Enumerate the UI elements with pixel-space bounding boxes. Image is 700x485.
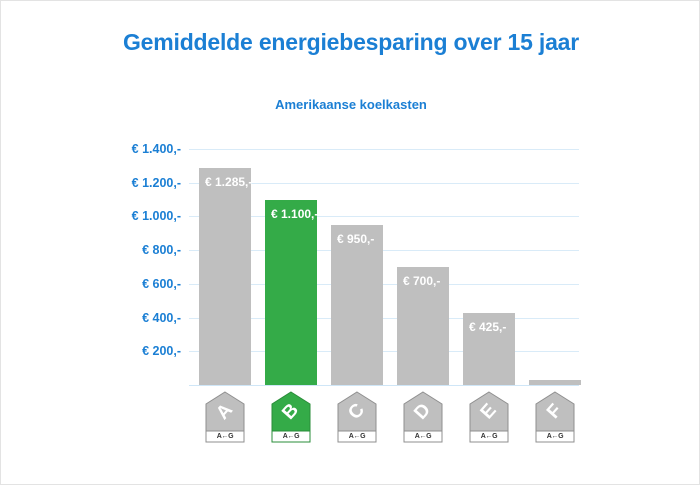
energy-label-shape-icon (403, 391, 443, 443)
energy-label-scale: A←G (414, 433, 432, 440)
y-tick-label: € 1.200,- (131, 175, 181, 190)
chart-title: Gemiddelde energiebesparing over 15 jaar (122, 29, 580, 55)
energy-label-f (535, 391, 575, 443)
bar-value-label: € 950,- (337, 231, 375, 246)
energy-label-scale: A←G (348, 433, 366, 440)
energy-label-letter: C (344, 399, 370, 424)
plot-area (189, 149, 579, 385)
energy-label-letter: D (410, 399, 436, 424)
bar-c (331, 225, 383, 385)
y-axis-tick-labels (109, 142, 181, 385)
bar-b (265, 200, 317, 386)
energy-label-d (403, 391, 443, 443)
bar-value-label: € 1.100,- (271, 206, 319, 221)
energy-label-e (469, 391, 509, 443)
energy-label-letter: A (212, 399, 238, 424)
energy-label-b (271, 391, 311, 443)
energy-label-c (337, 391, 377, 443)
y-tick-label: € 400,- (142, 310, 181, 325)
energy-label-shape-icon (271, 391, 311, 443)
energy-label-shape-icon (337, 391, 377, 443)
bar-f (529, 380, 581, 385)
bar-d (397, 267, 449, 385)
bar-value-label: € 1.285,- (205, 175, 253, 190)
y-tick-label: € 800,- (142, 243, 181, 258)
energy-label-shape-icon (205, 391, 245, 443)
energy-label-shape-icon (469, 391, 509, 443)
energy-label-scale: A←G (216, 433, 234, 440)
y-tick-label: € 600,- (142, 276, 181, 291)
gridline (189, 149, 579, 150)
energy-label-shape-icon (535, 391, 575, 443)
y-tick-label: € 1.400,- (131, 142, 181, 156)
energy-label-a (205, 391, 245, 443)
chart-subtitle: Amerikaanse koelkasten (275, 97, 427, 112)
bar-e (463, 313, 515, 385)
energy-label-letter: F (542, 400, 567, 424)
energy-label-scale: A←G (480, 433, 498, 440)
energy-label-letter: B (278, 399, 304, 424)
y-tick-label: € 1.000,- (131, 209, 181, 224)
y-tick-label: € 200,- (142, 344, 181, 359)
x-axis-category-labels (189, 391, 579, 451)
energy-label-scale: A←G (282, 433, 300, 440)
x-axis-baseline (189, 385, 579, 386)
bar-value-label: € 700,- (403, 273, 441, 288)
bar-value-label: € 425,- (469, 320, 507, 335)
energy-label-scale: A←G (546, 433, 564, 440)
energy-label-letter: E (476, 399, 501, 424)
bar-a (199, 168, 251, 385)
